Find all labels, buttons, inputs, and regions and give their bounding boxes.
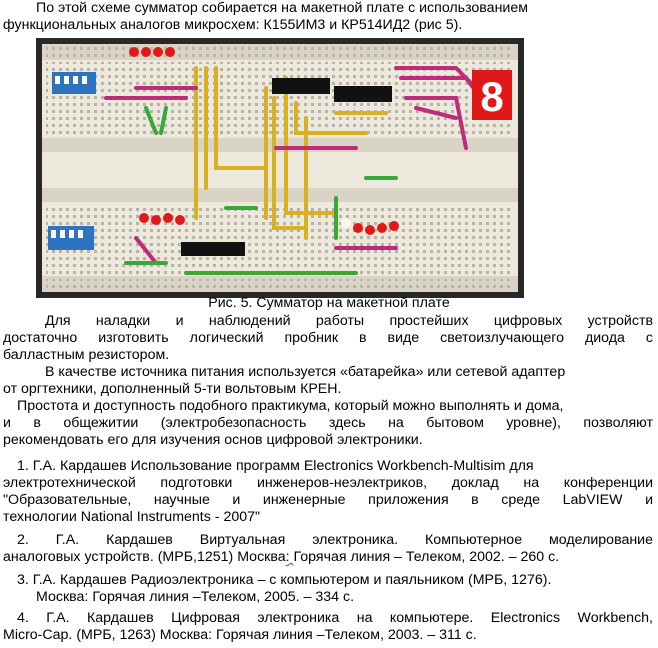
breadboard-photo: [36, 38, 524, 298]
display-digit: 8: [480, 73, 504, 120]
reference-1-line-4: технологии National Instruments - 2007": [3, 509, 261, 525]
reference-4-line-2: Micro-Cap. (МРБ, 1263) Москва: Горячая линия –Телеком, 2003. – 311 с.: [3, 627, 477, 643]
paragraph-3-line-3: рекомендовать его для изучения основ цифровой электроники.: [3, 432, 423, 448]
reference-2-spell-mark: :: [285, 549, 294, 565]
dip-switch-top: [52, 72, 96, 94]
reference-3-line-1: 3. Г.А. Кардашев Радиоэлектроника – с компьютером и паяльником (МРБ, 1276).: [17, 572, 552, 588]
paragraph-3-line-2: и в общежитии (электробезопасность здесь на бытовом уровне), позволяют: [3, 415, 653, 431]
reference-2-line-2: [3, 549, 559, 566]
reference-1-line-1: 1. Г.А. Кардашев Использование программ Electronics Workbench-Multisim для: [17, 458, 534, 474]
reference-2-line-1: 2. Г.А. Кардашев Виртуальная электроника. Компьютерное моделирование: [17, 532, 653, 548]
paragraph-3-line-1: Простота и доступность подобного практикума, который можно выполнять и дома,: [17, 398, 564, 414]
paragraph-2-line-2: от оргтехники, дополненный 5-ти вольтовым КРЕН.: [3, 381, 342, 397]
paragraph-1-line-3: балластным резистором.: [3, 347, 170, 363]
reference-1-line-2: электротехнической подготовки инженеров-неэлектриков, доклад на конференции: [3, 475, 653, 491]
intro-line-2: функциональных аналогов микросхем: К155ИМ3 и КР514ИД2 (рис 5).: [3, 17, 463, 33]
reference-4-line-1: 4. Г.А. Кардашев Цифровая электроника на компьютере. Electronics Workbench,: [17, 610, 653, 626]
reference-2-text-b: Горячая линия – Телеком, 2002. – 260 с.: [293, 549, 560, 565]
intro-line-1: По этой схеме сумматор собирается на макетной плате с использованием: [36, 0, 528, 16]
reference-2-text-a: аналоговых устройств. (МРБ,1251) Москва: [3, 549, 286, 565]
reference-1-line-3: "Образовательные, научные и инженерные приложения в среде LabVIEW и: [3, 492, 653, 508]
figure-caption: Рис. 5. Сумматор на макетной плате: [208, 295, 450, 311]
paragraph-2-line-1: В качестве источника питания используется «батарейка» или сетевой адаптер: [45, 364, 566, 380]
paragraph-1-line-2: достаточно изготовить логический пробник в виде светоизлучающего диода с: [3, 330, 653, 346]
reference-3-line-2: Москва: Горячая линия –Телеком, 2005. – 334 с.: [36, 589, 355, 605]
ic-chip-1: [272, 78, 330, 94]
dip-switch-bottom: [48, 226, 94, 250]
seven-segment-display: [472, 70, 512, 120]
ic-chip-3: [181, 242, 245, 256]
ic-chip-2: [334, 86, 392, 102]
paragraph-1-line-1: Для наладки и наблюдений работы простейших цифровых устройств: [45, 313, 653, 329]
